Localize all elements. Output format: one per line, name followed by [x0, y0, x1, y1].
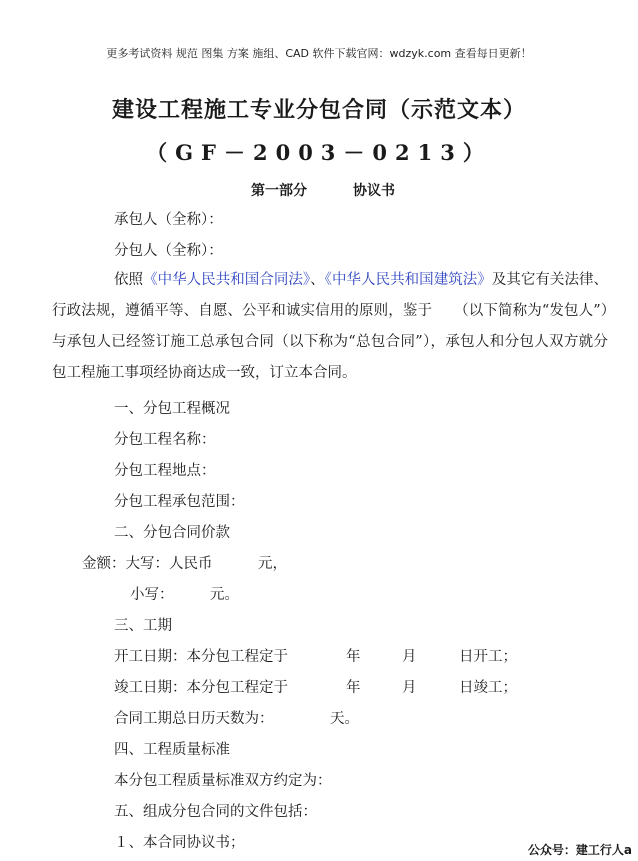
intro-separator: 、 — [310, 272, 325, 288]
document-title: 建设工程施工专业分包合同（示范文本） — [111, 97, 526, 123]
section2-heading: 二、分包合同价款 — [114, 525, 230, 541]
section4-heading: 四、工程质量标准 — [114, 742, 230, 758]
code-open-bracket: （ — [146, 140, 176, 165]
code-value: GF－2003－0213 — [175, 140, 463, 165]
project-name-line: 分包工程名称： — [114, 432, 216, 448]
document-code — [0, 137, 638, 167]
quality-standard-line: 本分包工程质量标准双方约定为： — [114, 773, 332, 789]
code-close-bracket: ） — [462, 140, 492, 165]
download-banner: 更多考试资料 规范 图集 方案 施组、CAD 软件下载官网：wdzyk.com 查看每日更新！ — [106, 47, 532, 60]
amount-upper-unit: 元， — [258, 556, 287, 572]
start-year: 年 — [346, 649, 361, 665]
subcontractor-line: 分包人（全称）： — [114, 243, 223, 259]
law-link-construction[interactable]: 《中华人民共和国建筑法》 — [324, 272, 492, 288]
intro-paragraph — [52, 265, 608, 389]
section3-heading: 三、工期 — [114, 618, 172, 634]
amount-lower-unit: 元。 — [210, 587, 239, 603]
intro-prefix: 依照 — [114, 272, 144, 288]
total-days-unit: 天。 — [330, 711, 359, 727]
start-day: 日开工； — [459, 649, 517, 665]
project-location-line: 分包工程地点： — [114, 463, 216, 479]
section5-heading: 五、组成分包合同的文件包括： — [114, 804, 317, 820]
part-name: 协议书 — [353, 183, 395, 199]
section1-heading: 一、分包工程概况 — [114, 401, 230, 417]
footer-watermark: 公众号：建工行人a — [527, 843, 632, 857]
end-month: 月 — [402, 680, 417, 696]
part-label: 第一部分 — [251, 183, 307, 199]
start-date-label: 开工日期：本分包工程定于 — [114, 649, 288, 665]
amount-lower-label: 小写： — [130, 587, 174, 603]
end-day: 日竣工； — [459, 680, 517, 696]
start-month: 月 — [402, 649, 417, 665]
end-year: 年 — [346, 680, 361, 696]
total-days-label: 合同工期总日历天数为： — [114, 711, 274, 727]
project-scope-line: 分包工程承包范围： — [114, 494, 245, 510]
intro-rest: 及其它有关法律、行政法规，遵循平等、自愿、公平和诚实信用的原则，鉴于 （以下简称为“发包人”）与承包人已经签订施工总承包合同（以下称为“总包合同”），承包人和分包人双方就分包工程施工事项经协商达成一致，订立本合同。 — [52, 272, 609, 381]
amount-upper-label: 金额：大写：人民币 — [82, 556, 213, 572]
contractor-line: 承包人（全称）： — [114, 212, 223, 228]
document-item-1: １、本合同协议书； — [114, 835, 245, 851]
law-link-contract[interactable]: 《中华人民共和国合同法》 — [143, 272, 311, 288]
end-date-label: 竣工日期：本分包工程定于 — [114, 680, 288, 696]
